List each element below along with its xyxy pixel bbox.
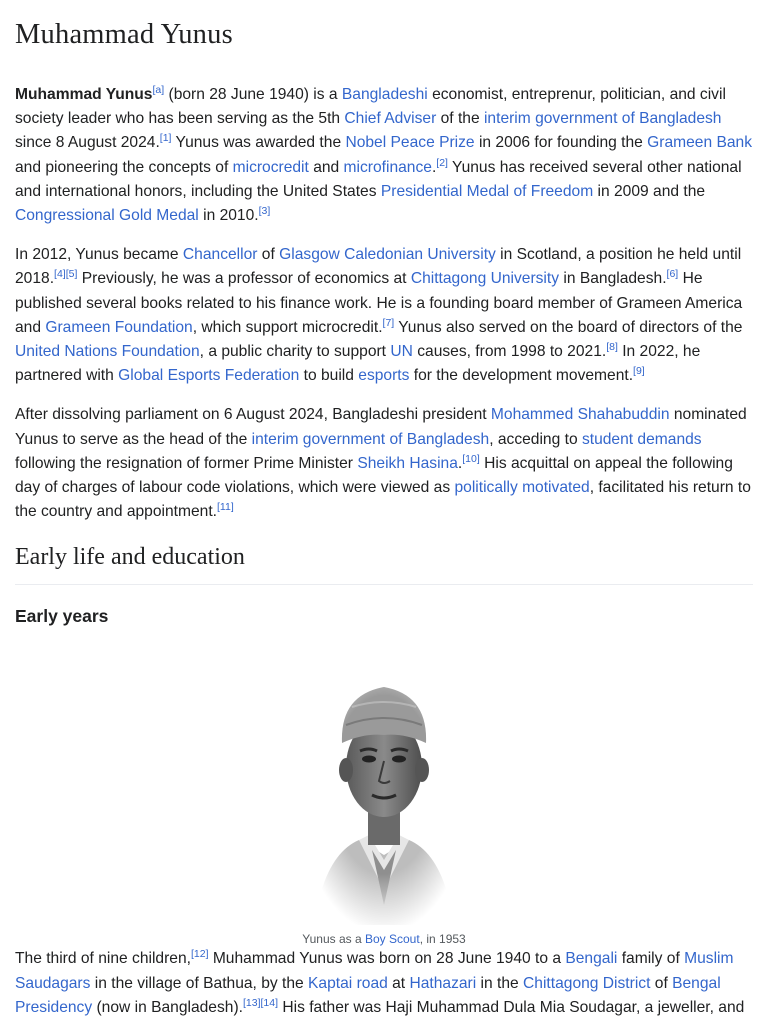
lead-section [15, 83, 753, 524]
text: in 2009 and the [593, 182, 706, 200]
text: . [431, 158, 437, 176]
footnote-8[interactable]: [8] [606, 340, 618, 353]
early-years-paragraph-1 [15, 947, 753, 1020]
section-heading-early-life[interactable]: Early life and education [15, 542, 753, 585]
text: of the [436, 110, 484, 128]
link-boy-scout[interactable]: Boy Scout [364, 932, 420, 947]
text: family of [617, 950, 685, 968]
link-grameen-bank[interactable]: Grameen Bank [647, 134, 753, 152]
footnote-2[interactable]: [2] [436, 156, 448, 169]
link-politically-motivated[interactable]: politically motivated [454, 479, 590, 497]
text: Yunus was awarded the [171, 134, 346, 152]
link-un-foundation[interactable]: United Nations Foundation [15, 343, 200, 361]
link-medal-of-freedom[interactable]: Presidential Medal of Freedom [380, 182, 594, 200]
text: in 2010. [198, 207, 259, 225]
footnote-14[interactable]: [14] [260, 996, 279, 1009]
text: in the [476, 974, 524, 992]
link-muslim-saudagars[interactable]: Muslim Saudagars [15, 950, 734, 992]
link-un[interactable]: UN [390, 343, 413, 361]
text: in 2006 for founding the [474, 134, 648, 152]
figure-boy-scout [299, 655, 469, 947]
text: , which support microcredit. [192, 318, 383, 336]
text: Yunus has received several other national and international honors, including the United States [15, 158, 742, 200]
lead-paragraph-2 [15, 243, 753, 388]
text: , acceding to [489, 430, 582, 448]
lead-paragraph-1 [15, 83, 753, 228]
footnote-1[interactable]: [1] [159, 132, 172, 145]
link-nobel-peace-prize[interactable]: Nobel Peace Prize [345, 134, 475, 152]
footnote-3[interactable]: [3] [258, 204, 271, 217]
page-title: Muhammad Yunus [15, 19, 233, 50]
footnote-11[interactable]: [11] [217, 501, 234, 514]
link-congressional-gold-medal[interactable]: Congressional Gold Medal [15, 207, 199, 225]
link-chancellor[interactable]: Chancellor [182, 246, 258, 264]
text: His father was Haji Muhammad Dula Mia Soudagar, a jeweller, and [278, 998, 745, 1016]
text: Previously, he was a professor of economics at [77, 270, 411, 288]
footnote-4[interactable]: [4] [54, 268, 66, 281]
link-kaptai-road[interactable]: Kaptai road [308, 974, 388, 992]
link-mohammed-shahabuddin[interactable]: Mohammed Shahabuddin [490, 406, 670, 424]
footnote-13[interactable]: [13] [242, 996, 261, 1009]
footnote-6[interactable]: [6] [666, 268, 679, 281]
portrait-photo[interactable] [304, 655, 464, 925]
figure-caption [249, 931, 519, 947]
lead-paragraph-3 [15, 403, 753, 524]
link-bangladeshi[interactable]: Bangladeshi [341, 86, 428, 103]
text: , facilitated his return to the country and appointment. [15, 479, 751, 521]
text: He published several books related to his finance work. He is a founding board member of Grameen America and [15, 270, 743, 336]
text: In 2022, he partnered with [15, 343, 701, 385]
link-interim-government-2[interactable]: interim government of Bangladesh [251, 430, 490, 448]
link-global-esports-federation[interactable]: Global Esports Federation [118, 367, 300, 385]
link-bengal-presidency[interactable]: Bengal Presidency [15, 974, 721, 1016]
link-chittagong-university[interactable]: Chittagong University [410, 270, 560, 288]
text: in the village of Bathua, by the [90, 974, 309, 992]
text: to build [299, 367, 359, 385]
text: Muhammad Yunus was born on 28 June 1940 to a [208, 950, 566, 968]
text: His acquittal on appeal the following day of charges of labour code violations, which were viewed as [15, 454, 733, 497]
link-hathazari[interactable]: Hathazari [409, 974, 477, 992]
link-chittagong-district[interactable]: Chittagong District [523, 974, 651, 992]
text: economist, entreprenur, politician, and civil society leader who has been serving as the 5th [15, 86, 726, 128]
text: and pioneering the concepts of [15, 158, 233, 176]
link-microfinance[interactable]: microfinance [343, 158, 432, 176]
text: of [257, 246, 280, 264]
text: , a public charity to support [199, 343, 391, 361]
text: of [650, 974, 673, 992]
link-microcredit[interactable]: microcredit [232, 158, 309, 176]
link-student-demands[interactable]: student demands [581, 430, 702, 448]
caption-text: Yunus as a [302, 932, 365, 947]
text: Yunus also served on the board of directors of the [394, 318, 743, 336]
footnote-10[interactable]: [10] [462, 452, 480, 465]
text: in Bangladesh. [559, 270, 667, 288]
footnote-12[interactable]: [12] [190, 948, 209, 961]
footnote-a[interactable]: [a] [152, 83, 165, 96]
link-grameen-foundation[interactable]: Grameen Foundation [45, 318, 193, 336]
caption-text: , in 1953 [419, 932, 466, 947]
text: at [387, 974, 410, 992]
text: for the development movement. [409, 367, 634, 385]
link-chief-adviser[interactable]: Chief Adviser [344, 110, 437, 128]
text: following the resignation of former Prime Minister [15, 454, 358, 472]
text: causes, from 1998 to 2021. [412, 343, 607, 361]
footnote-7[interactable]: [7] [382, 316, 395, 329]
text: nominated Yunus to serve as the head of the [15, 406, 747, 448]
link-esports[interactable]: esports [358, 367, 410, 385]
footnote-9[interactable]: [9] [633, 365, 645, 378]
text: since 8 August 2024. [15, 134, 160, 152]
footnote-5[interactable]: [5] [65, 268, 78, 281]
text: (born 28 June 1940) is a [164, 86, 342, 103]
text: (now in Bangladesh). [92, 998, 243, 1016]
text: In 2012, Yunus became [15, 246, 183, 264]
text: After dissolving parliament on 6 August 2024, Bangladeshi president [15, 406, 491, 424]
text: . [457, 454, 463, 472]
text: The third of nine children, [15, 950, 191, 968]
link-glasgow-caledonian[interactable]: Glasgow Caledonian University [279, 246, 496, 264]
link-sheikh-hasina[interactable]: Sheikh Hasina [357, 454, 458, 472]
text: and [308, 158, 344, 176]
subject-name: Muhammad Yunus [15, 86, 153, 103]
link-interim-government[interactable]: interim government of Bangladesh [483, 110, 722, 128]
text: in Scotland, a position he held until 2018. [15, 246, 742, 288]
link-bengali[interactable]: Bengali [565, 950, 618, 968]
subsection-heading-early-years: Early years [15, 606, 109, 627]
